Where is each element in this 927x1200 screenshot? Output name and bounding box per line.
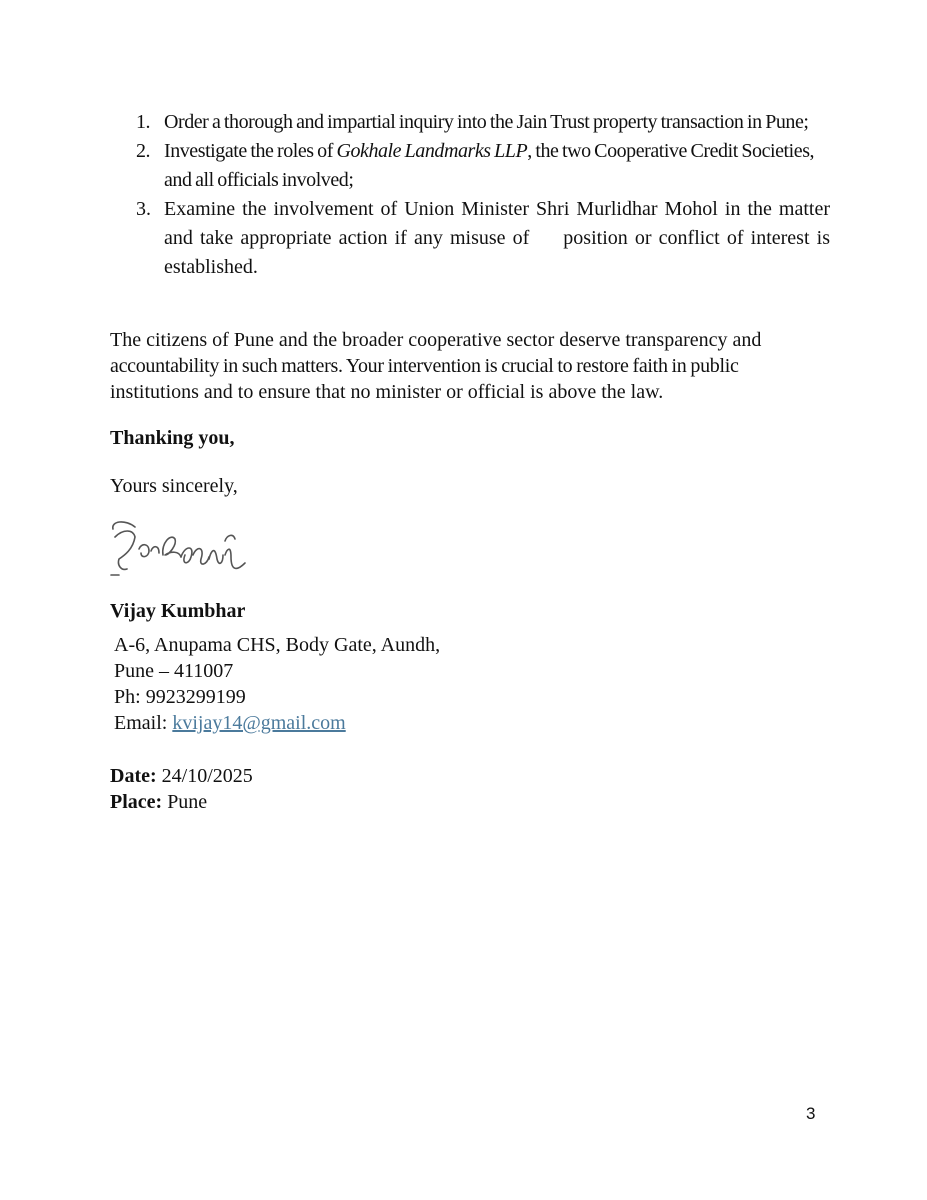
list-item-text: Order a thorough and impartial inquiry into the Jain Trust property transaction in Pune; — [164, 111, 809, 133]
list-item-text: Investigate the roles of — [164, 140, 337, 162]
list-item — [110, 137, 830, 195]
page-number: 3 — [806, 1104, 816, 1123]
phone-number: 9923299199 — [145, 686, 246, 708]
place-value: Pune — [167, 791, 208, 813]
phone-label: Ph: — [114, 686, 146, 708]
sender-name: Vijay Kumbhar — [110, 600, 246, 622]
address-line: Pune – 411007 — [114, 660, 234, 682]
place-line — [110, 789, 253, 815]
phone-line — [114, 684, 440, 710]
list-number: 1. — [136, 111, 151, 133]
list-number: 3. — [136, 198, 151, 220]
thanking-line: Thanking you, — [110, 427, 235, 449]
closing-paragraph — [110, 327, 828, 405]
list-number: 2. — [136, 140, 151, 162]
email-label: Email: — [114, 712, 173, 734]
place-label: Place: — [110, 791, 163, 813]
date-value: 24/10/2025 — [161, 765, 253, 787]
email-line — [114, 710, 440, 736]
email-link[interactable]: kvijay14@gmail.com — [172, 712, 346, 734]
date-line — [110, 763, 253, 789]
salutation: Yours sincerely, — [110, 475, 238, 497]
request-list — [110, 108, 830, 282]
list-item-text: Examine the involvement of Union Minister Shri Murlidhar Mohol in the matter and take appropriate action if any misuse of — [164, 198, 830, 249]
date-place-block — [110, 763, 253, 815]
paragraph-line: accountability in such matters. Your intervention is crucial to restore faith in public — [110, 355, 739, 377]
address-line: A-6, Anupama CHS, Body Gate, Aundh, — [114, 634, 441, 656]
sender-address — [114, 632, 440, 736]
list-item-text: , the two Cooperative Credit Societies, and all officials involved; — [164, 140, 815, 191]
paragraph-line: institutions and to ensure that no minister or official is above the law. — [110, 381, 664, 403]
paragraph-line: The citizens of Pune and the broader cooperative sector deserve transparency and — [110, 329, 762, 351]
list-item-text: position or conflict of interest is established. — [164, 227, 830, 278]
list-item — [110, 195, 830, 282]
signature — [105, 515, 255, 585]
list-item — [110, 108, 830, 137]
company-name: Gokhale Landmarks LLP — [336, 140, 528, 162]
date-label: Date: — [110, 765, 157, 787]
